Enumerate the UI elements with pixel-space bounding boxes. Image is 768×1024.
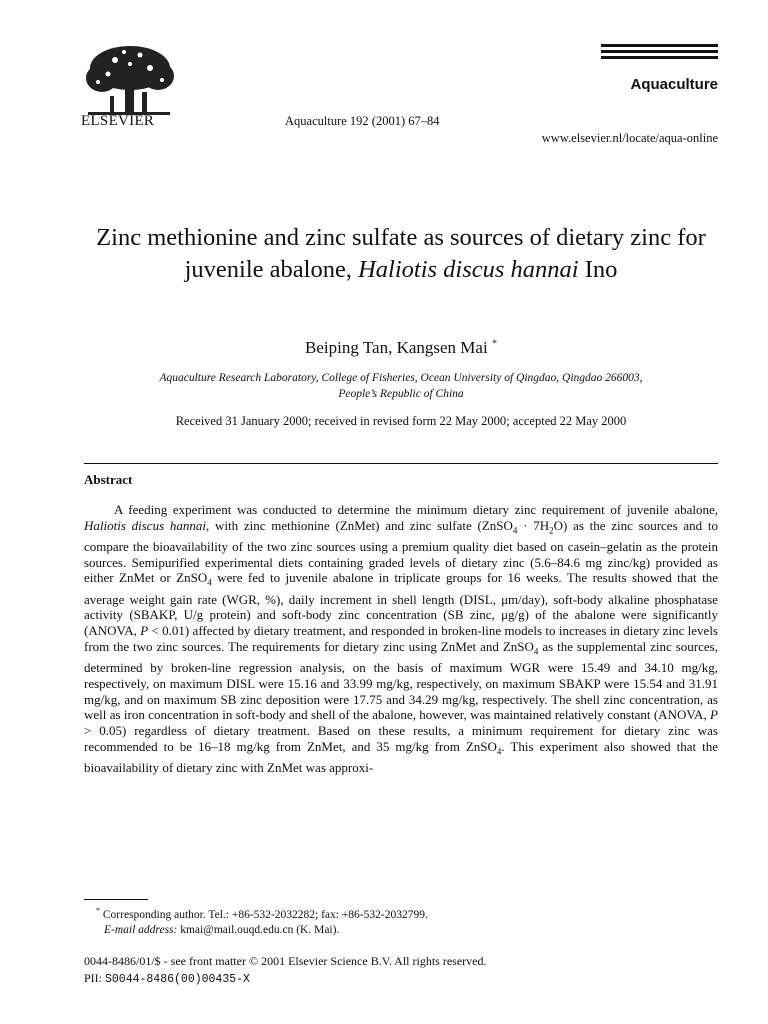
author-list: Beiping Tan, Kangsen Mai * [305, 338, 497, 357]
pii-code: S0044-8486(00)00435-X [105, 973, 250, 986]
corresponding-mark: * [491, 338, 497, 350]
journal-citation: Aquaculture 192 (2001) 67–84 [285, 114, 440, 128]
publisher-name: ELSEVIER [81, 113, 155, 129]
abstract-heading: Abstract [84, 472, 133, 487]
divider [84, 463, 718, 464]
affiliation: Aquaculture Research Laboratory, College of Fisheries, Ocean University of Qingdao, Qingdao 266003, People’s Republic of China [159, 372, 643, 400]
received-dates: Received 31 January 2000; received in revised form 22 May 2000; accepted 22 May 2000 [175, 414, 627, 428]
journal-name: Aquaculture [630, 76, 718, 93]
front-matter: 0044-8486/01/$ - see front matter © 2001 Elsevier Science B.V. All rights reserved. PII: S0044-8486(00)00435-X [84, 954, 487, 986]
footnote-divider [84, 899, 148, 900]
abstract-body: A feeding experiment was conducted to determine the minimum dietary zinc requirement of juvenile abalone, Haliotis discus hannai, with zinc methionine (ZnMet) and zinc sulfate (ZnSO$_4$ · $7H_2O$) as the zinc sources and to compare the bioavailability of the two zinc sources using a premium quality diet based on casein–gelatin as the protein sources. Semipurified experimental diets containing graded levels of dietary zinc (5.6–84.6 mg zinc/kg) provided as either ZnMet or ZnSO$_4$ were fed to juvenile abalone in triplicate groups for 16 weeks. The results showed that the average weight gain rate (WGR, %), daily increment in shell length (DISL, μm/day), soft-body alkaline phosphatase activity (SBAKP, U/g protein) and soft-body zinc concentration (SB zinc, μg/g) of the abalone were significantly (ANOVA, P < 0.01) affected by dietary treatment, and responded in broken-line models to increases in dietary zinc levels from the two zinc sources. The requirements for dietary zinc using ZnMet and ZnSO$_4$ as the supplemental zinc sources, determined by broken-line regression analysis, on the basis of maximum WGR were 15.49 and 34.10 mg/kg, respectively, on maximum DISL were 15.16 and 33.99 mg/kg, respectively, on maximum SBAKP were 15.54 and 31.91 mg/kg, and on maximum SB zinc deposition were 17.75 and 34.29 mg/kg, respectively. The shell zinc concentration, as well as iron concentration in soft-body and shell of the abalone, however, was maintained relatively constant (ANOVA, P > 0.05) regardless of dietary treatment. Based on these results, a minimum requirement for dietary zinc was recommended to be 16–18 mg/kg from ZnMet, and 35 mg/kg from ZnSO$_4$. This experiment also showed that the bioavailability of dietary zinc with ZnMet was approxi- [84, 502, 719, 775]
article-title: Zinc methionine and zinc sulfate as sources of dietary zinc for juvenile abalone, Haliotis discus hannai Ino [96, 224, 706, 283]
journal-header-bars [601, 44, 718, 62]
journal-url[interactable]: www.elsevier.nl/locate/aqua-online [541, 131, 718, 145]
email-link[interactable]: kmai@mail.ouqd.edu.cn (K. Mai). [177, 924, 340, 937]
footnote: * Corresponding author. Tel.: +86-532-2032282; fax: +86-532-2032799. E-mail address: kmai@mail.ouqd.edu.cn (K. Mai). [96, 906, 428, 937]
